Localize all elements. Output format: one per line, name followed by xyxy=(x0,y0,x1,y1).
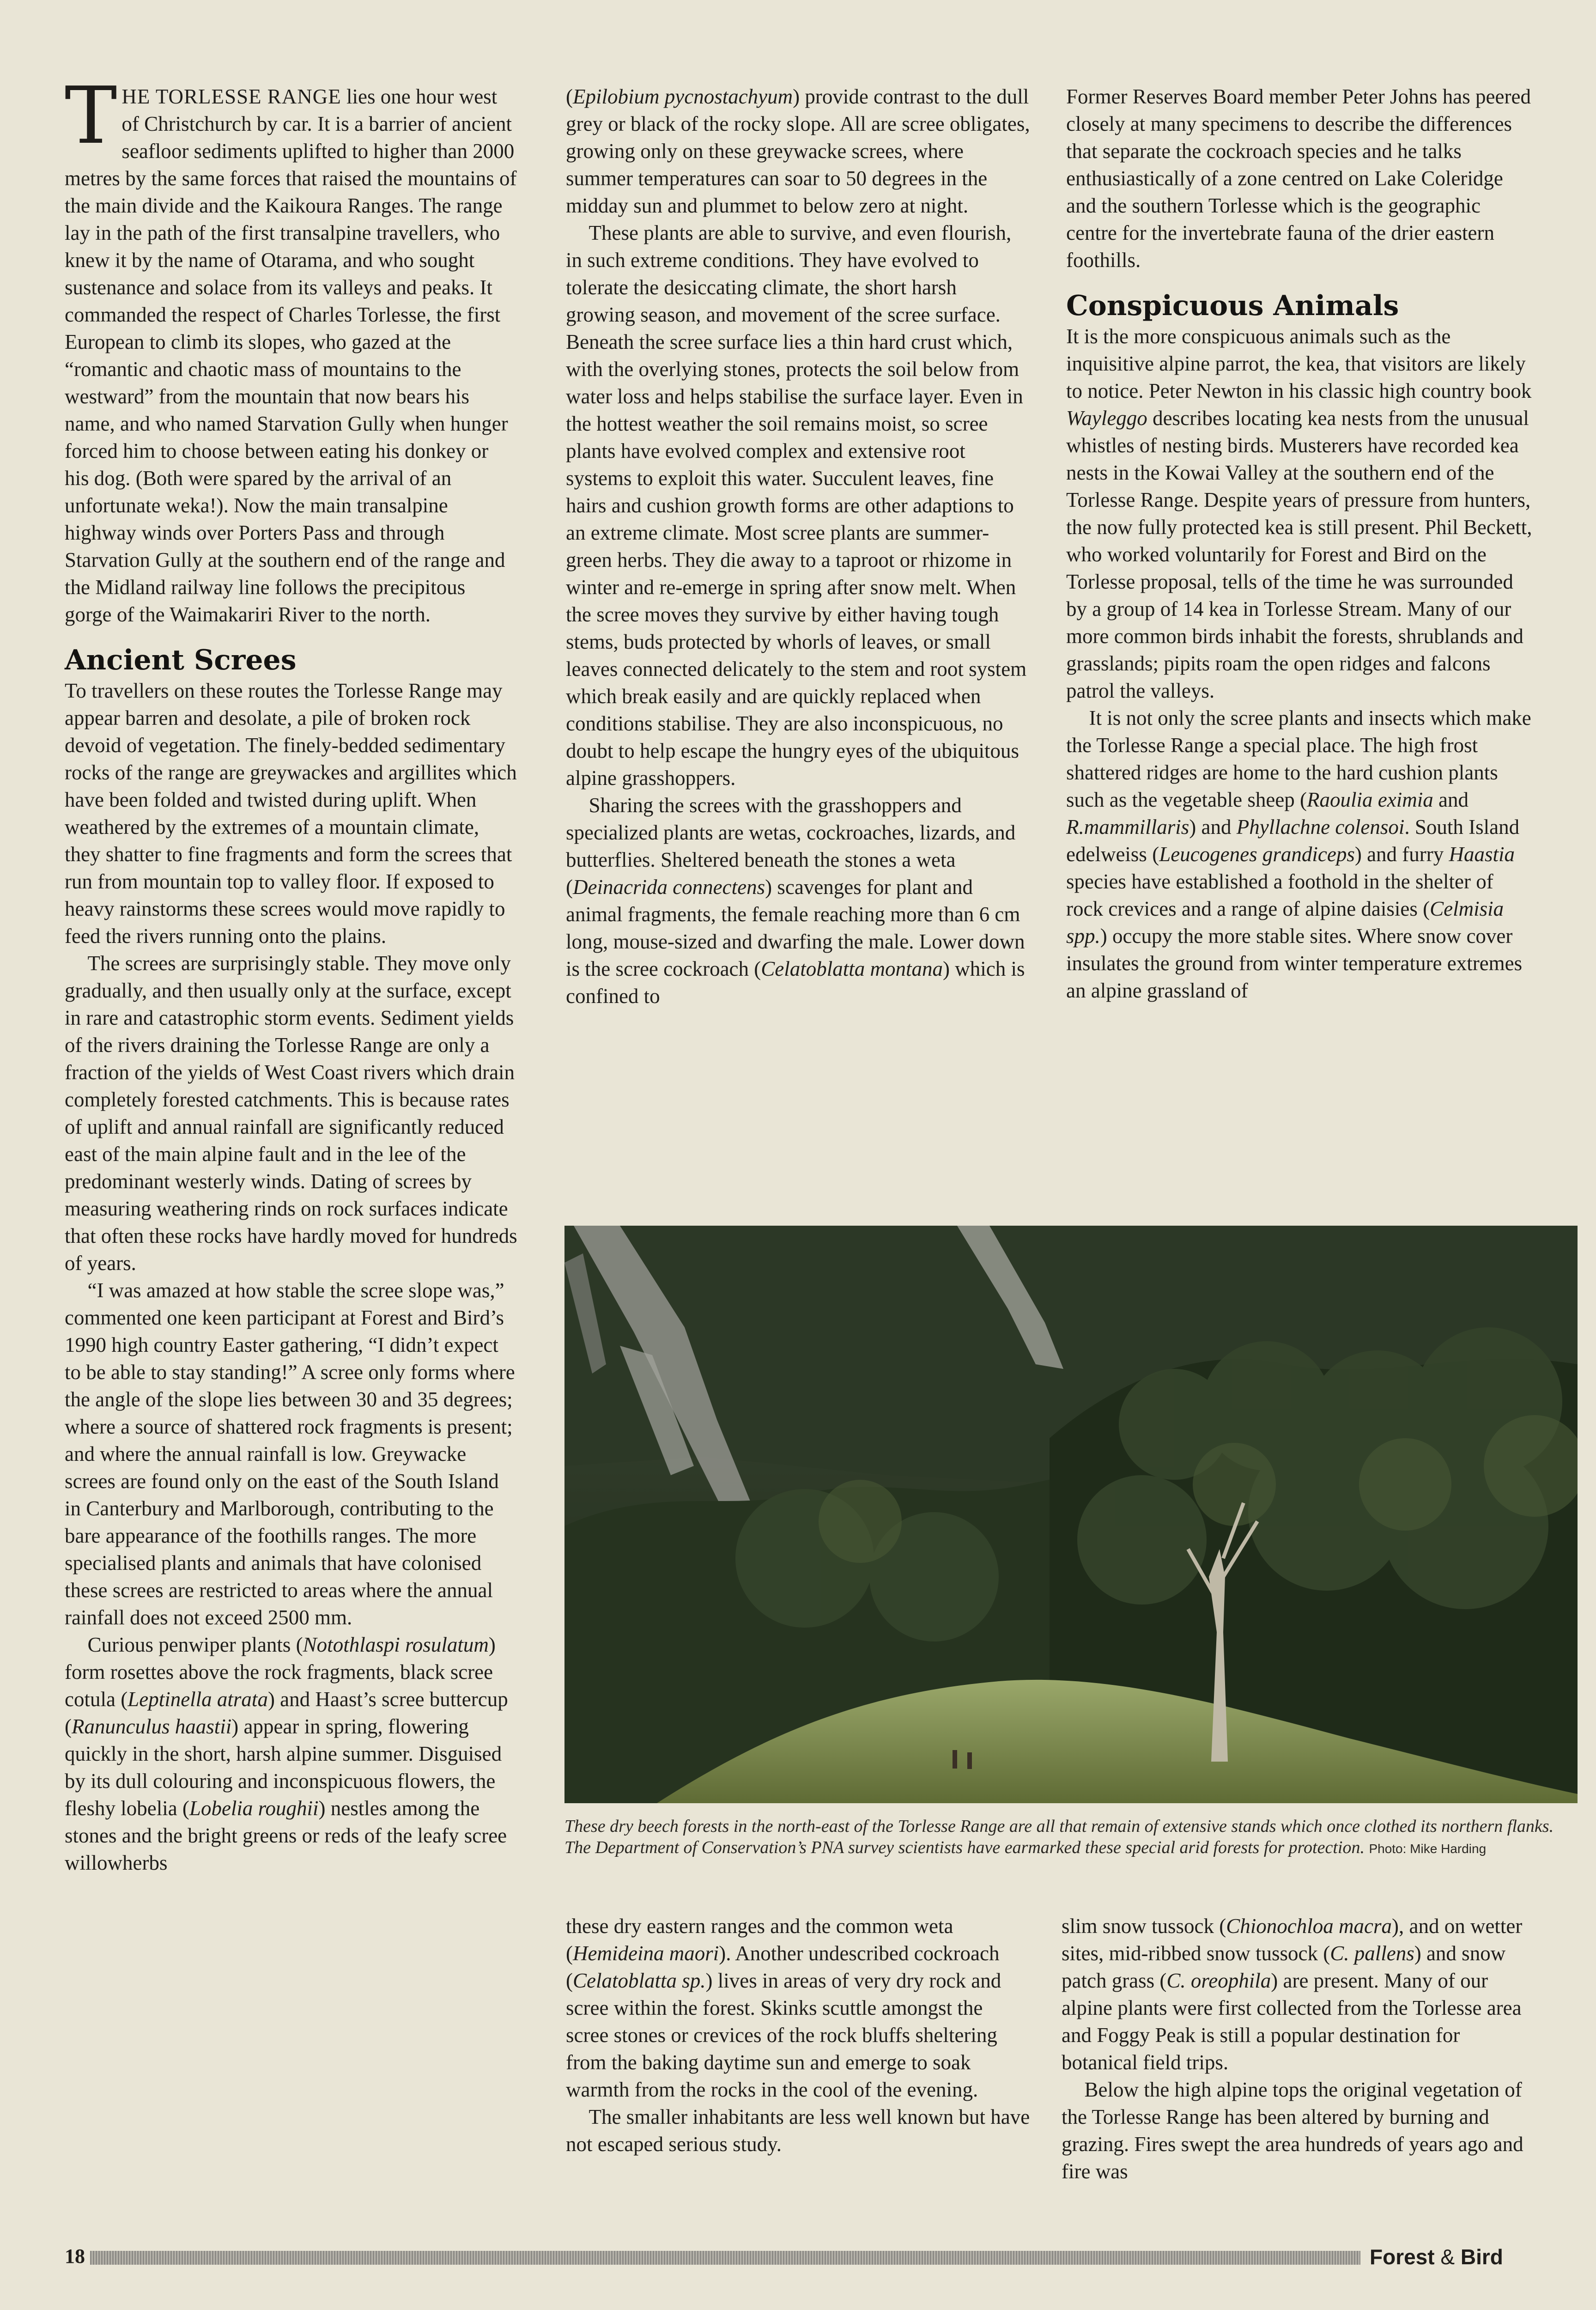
text-run: ( xyxy=(566,85,573,108)
footer-rule xyxy=(90,2251,1360,2265)
text-run: ) occupy the more stable sites. Where snow cover insulates the ground from winter temperature extremes an alpine grassland of xyxy=(1066,924,1523,1002)
species-name: Hemideina maori xyxy=(573,1942,719,1965)
drop-cap: T xyxy=(65,70,117,162)
brand-word: Bird xyxy=(1460,2245,1503,2269)
article-column-2-continued xyxy=(566,1913,1030,2158)
heading-conspicuous-animals: Conspicuous Animals xyxy=(1066,290,1399,322)
text-run: describes locating kea nests from the unusual whistles of nesting birds. Musterers have recorded kea nests in the Kowai Valley at the southern end of the Torlesse Range. Despite years of pressure from hunters, the now fully protected kea is still present. Phil Beckett, who worked voluntarily for Forest and Bird on the Torlesse proposal, tells of the time he was surrounded by a group of 14 kea in Torlesse Stream. Many of our more common birds inhabit the forests, shrublands and grasslands; pipits roam the open ridges and falcons patrol the valleys. xyxy=(1066,407,1532,702)
photo-credit: Photo: Mike Harding xyxy=(1369,1842,1487,1856)
intro-text: lies one hour west of Christchurch by car. It is a barrier of ancient seafloor sediments uplifted to higher than 2000 metres by the same forces that raised the mountains of the main divide and the Kaikoura Ranges. The range lay in the path of the first transalpine travellers, who knew it by the name of Otarama, and who sought sustenance and solace from its valleys and peaks. It commanded the respect of Charles Torlesse, the first European to climb its slopes, who gazed at the “romantic and chaotic mass of mountains to the westward” from the mountain that now bears his name, and who named Starvation Gully when hunger forced him to choose between eating his donkey or his dog. (Both were spared by the arrival of an unfortunate weka!). Now the main transalpine highway winds over Porters Pass and through Starvation Gully at the southern end of the range and the Midland railway line follows the precipitous gorge of the Waimakariri River to the north. xyxy=(65,85,517,626)
text-run: ) are present. Many of our alpine plants were first collected from the Torlesse area and Foggy Peak is still a popular destination for botanical field trips. xyxy=(1062,1969,1522,2074)
brand-word: Forest xyxy=(1370,2245,1435,2269)
species-name: Haastia xyxy=(1449,843,1515,866)
species-name: Lobelia roughii xyxy=(189,1797,319,1820)
text-run: It is the more conspicuous animals such as the inquisitive alpine parrot, the kea, that visitors are likely to notice. Peter Newton in his classic high country book xyxy=(1066,325,1532,402)
species-name: Raoulia eximia xyxy=(1307,788,1433,811)
paragraph: “I was amazed at how stable the scree slope was,” commented one keen participant at Forest and Bird’s 1990 high country Easter gathering, “I didn’t expect to be able to stay standing!” A scree only forms where the angle of the slope lies between 30 and 35 degrees; where a source of shattered rock fragments is present; and where the annual rainfall is low. Greywacke screes are found only on the east of the South Island in Canterbury and Marlborough, contributing to the bare appearance of the foothills ranges. The more specialised plants and animals that have colonised these screes are restricted to areas where the annual rainfall does not exceed 2500 mm. xyxy=(65,1279,515,1629)
species-name: C. pallens xyxy=(1330,1942,1414,1965)
species-name: Celmisia spp. xyxy=(1066,897,1504,948)
photo-caption xyxy=(564,1816,1581,1860)
text-run: Sharing the screes with the grasshoppers and specialized plants are wetas, cockroaches, lizards, and butterflies. Sheltered beneath the stones a weta ( xyxy=(566,794,1016,899)
article-column-1 xyxy=(65,70,517,1877)
text-run: ) and snow patch grass ( xyxy=(1062,1942,1506,1992)
article-column-2 xyxy=(566,83,1030,1010)
paragraph xyxy=(566,792,1030,1010)
text-run: species have established a foothold in the shelter of rock crevices and a range of alpine daisies ( xyxy=(1066,870,1493,920)
paragraph xyxy=(566,1913,1030,2103)
species-name: C. oreophila xyxy=(1166,1969,1271,1992)
paragraph xyxy=(1062,1913,1535,2076)
species-name: Ranunculus haastii xyxy=(72,1715,232,1738)
paragraph: The smaller inhabitants are less well known but have not escaped serious study. xyxy=(566,2105,1030,2156)
paragraph xyxy=(1066,323,1533,705)
species-name: Celatoblatta sp. xyxy=(573,1969,706,1992)
brand-ampersand: & xyxy=(1434,2245,1461,2269)
text-run: ) provide contrast to the dull grey or black of the rocky slope. All are scree obligates, growing only on these greywacke screes, where summer temperatures can soar to 50 degrees in the midday sun and plummet to below zero at night. xyxy=(566,85,1030,217)
species-name: Phyllachne colensoi xyxy=(1236,815,1405,839)
text-run: ) and xyxy=(1189,815,1237,839)
magazine-brand xyxy=(1370,2244,1503,2269)
paragraph: To travellers on these routes the Torlesse Range may appear barren and desolate, a pile of broken rock devoid of vegetation. The finely-bedded sedimentary rocks of the range are greywackes and argillites which have been folded and twisted during uplift. When weathered by the extremes of a mountain climate, they shatter to fine fragments and form the screes that run from mountain top to valley floor. If exposed to heavy rainstorms these screes would move rapidly to feed the rivers running onto the plains. xyxy=(65,679,517,948)
heading-ancient-screes: Ancient Screes xyxy=(65,644,297,676)
text-run: ) scavenges for plant and animal fragments, the female reaching more than 6 cm long, mouse-sized and dwarfing the male. Lower down is the scree cockroach ( xyxy=(566,875,1025,980)
text-run: and xyxy=(1433,788,1469,811)
article-column-3 xyxy=(1066,83,1533,1004)
paragraph: Below the high alpine tops the original vegetation of the Torlesse Range has been altered by burning and grazing. Fires swept the area hundreds of years ago and fire was xyxy=(1062,2078,1523,2183)
paragraph: Former Reserves Board member Peter Johns has peered closely at many specimens to describe the differences that separate the cockroach species and he talks enthusiastically of a zone centred on Lake Coleridge and the southern Torlesse which is the geographic centre for the invertebrate fauna of the drier eastern foothills. xyxy=(1066,85,1531,272)
page-number: 18 xyxy=(65,2245,85,2267)
species-name: Leptinella atrata xyxy=(127,1688,268,1711)
species-name: Chionochloa macra xyxy=(1226,1915,1392,1938)
beech-forest-photo xyxy=(564,1226,1578,1803)
book-title: Wayleggo xyxy=(1066,407,1147,430)
text-run: ). Another undescribed cockroach ( xyxy=(566,1942,1000,1992)
paragraph xyxy=(566,83,1030,219)
intro-lead: HE TORLESSE RANGE xyxy=(121,85,341,108)
text-run: ) and Haast’s scree buttercup ( xyxy=(65,1688,508,1738)
paragraph: These plants are able to survive, and even flourish, in such extreme conditions. They have evolved to tolerate the desiccating climate, the short harsh growing season, and movement of the scree surface. Beneath the scree surface lies a thin hard crust which, with the overlying stones, protects the soil below from water loss and helps stabilise the surface layer. Even in the hottest weather the soil remains moist, so scree plants have evolved complex and extensive root systems to exploit this water. Succulent leaves, fine hairs and cushion growth forms are other adaptions to an extreme climate. Most scree plants are summer-green herbs. They die away to a taproot or rhizome in winter and re-emerge in spring after snow melt. When the scree moves they survive by either having tough stems, buds protected by whorls of leaves, or small leaves connected delicately to the stem and root system which break easily and are quickly replaced when conditions stabilise. They are also inconspicuous, no doubt to help escape the hungry eyes of the ubiquitous alpine grasshoppers. xyxy=(566,221,1027,790)
paragraph: The screes are surprisingly stable. They move only gradually, and then usually only at the surface, except in rare and catastrophic storm events. Sediment yields of the rivers draining the Torlesse Range are only a fraction of the yields of West Coast rivers which drain completely forested catchments. This is because rates of uplift and annual rainfall are significantly reduced east of the main alpine fault and in the lee of the predominant westerly winds. Dating of screes by measuring weathering rinds on rock surfaces indicate that often these rocks have hardly moved for hundreds of years. xyxy=(65,952,517,1275)
species-name: Leucogenes grandiceps xyxy=(1159,843,1355,866)
species-name: Epilobium pycnostachyum xyxy=(573,85,793,108)
article-column-3-continued xyxy=(1062,1913,1535,2185)
text-run: ) and furry xyxy=(1354,843,1449,866)
text-run: ) nestles among the stones and the bright greens or reds of the leafy scree willowherbs xyxy=(65,1797,507,1874)
paragraph xyxy=(1066,705,1533,1004)
text-run: Curious penwiper plants ( xyxy=(87,1633,303,1656)
text-run: ) which is confined to xyxy=(566,957,1025,1008)
text-run: ) appear in spring, flowering quickly in the short, harsh alpine summer. Disguised by its dull colouring and inconspicuous flowers, the fleshy lobelia ( xyxy=(65,1715,502,1820)
text-run: ), and on wetter sites, mid-ribbed snow tussock ( xyxy=(1062,1915,1523,1965)
text-run: . South Island edelweiss ( xyxy=(1066,815,1520,866)
text-run: It is not only the scree plants and insects which make the Torlesse Range a special place. The high frost shattered ridges are home to the hard cushion plants such as the vegetable sheep ( xyxy=(1066,706,1531,811)
text-run: ) lives in areas of very dry rock and scree within the forest. Skinks scuttle amongst the scree stones or crevices of the rock bluffs sheltering from the baking daytime sun and emerge to soak warmth from the rocks in the cool of the evening. xyxy=(566,1969,1001,2101)
text-run: ) form rosettes above the rock fragments, black scree cotula ( xyxy=(65,1633,496,1711)
species-name: R.mammillaris xyxy=(1066,815,1189,839)
text-run: these dry eastern ranges and the common weta ( xyxy=(566,1915,953,1965)
species-name: Celatoblatta montana xyxy=(761,957,943,980)
text-run: slim snow tussock ( xyxy=(1062,1915,1226,1938)
species-name: Notothlaspi rosulatum xyxy=(303,1633,489,1656)
species-name: Deinacrida connectens xyxy=(573,875,765,899)
paragraph xyxy=(65,1631,517,1877)
caption-text: These dry beech forests in the north-east of the Torlesse Range are all that remain of extensive stands which once clothed its northern flanks. The Department of Conservation’s PNA survey scientists have earmarked these special arid forests for protection. xyxy=(564,1817,1554,1857)
intro-paragraph xyxy=(65,70,517,628)
